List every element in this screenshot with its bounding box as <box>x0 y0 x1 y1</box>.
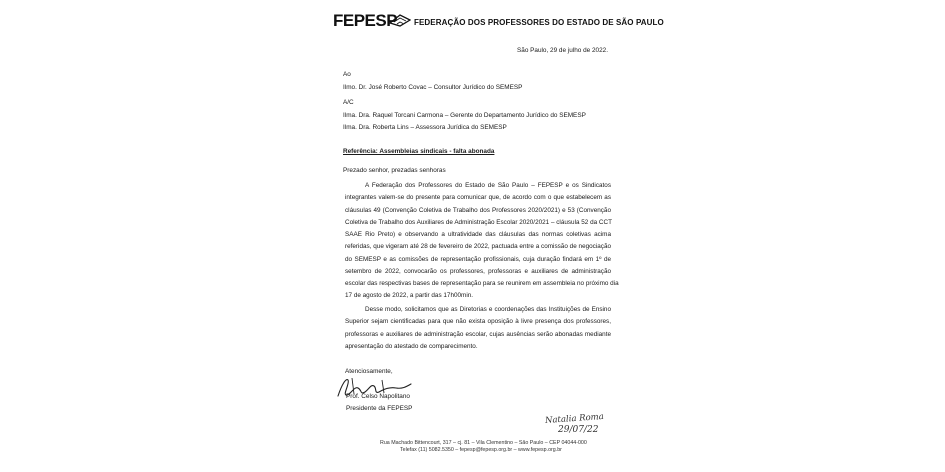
body-paragraph-2 <box>345 304 611 353</box>
logo-emblem-icon <box>389 13 411 27</box>
paragraph-line: SAAE Rio Preto) e observando a ultratividade das cláusulas das normas coletivas acima <box>345 231 611 238</box>
receipt-name-handwritten: Natalia Roma <box>544 411 605 427</box>
paragraph-line: cláusulas 49 (Convenção Coletiva de Trabalho dos Professores 2020/2021) e 53 (Convenção <box>345 206 611 214</box>
paragraph-line: Desse modo, solicitamos que as Diretorias e coordenações das Instituições de Ensino <box>365 306 611 313</box>
paragraph-line: professoras e auxiliares de administração escolar, cujas ausências serão abonadas mediante <box>345 330 611 338</box>
letter-date: São Paulo, 29 de julho de 2022. <box>517 47 608 54</box>
paragraph-line: 17 de agosto de 2022, a partir das 17h00min. <box>345 292 474 300</box>
body-paragraph-1 <box>345 180 619 303</box>
reference-line: Referência: Assembleias sindicais - falta abonada <box>343 148 495 155</box>
paragraph-line: apresentação do atestado de comparecimento. <box>345 342 478 350</box>
paragraph-line: A Federação dos Professores do Estado de São Paulo – FEPESP e os Sindicatos <box>365 182 611 189</box>
to-label: Ao <box>343 71 351 78</box>
paragraph-line: do SEMESP e as comissões de representação profissionais, cuja duração findará em 1º de <box>345 255 611 263</box>
paragraph-line: referidas, que vigeram até 28 de fevereiro de 2022, pactuada entre a comissão de negociação <box>345 243 611 251</box>
footer-contact: Telefax (11) 5082.5350 – fepesp@fepesp.org.br – www.fepesp.org.br <box>400 447 562 453</box>
cc-recipient-1: Ilma. Dra. Raquel Torcani Carmona – Gerente do Departamento Jurídico do SEMESP <box>343 112 586 119</box>
cc-recipient-2: Ilma. Dra. Roberta Lins – Assessora Jurídica do SEMESP <box>343 124 507 131</box>
signer-title: Presidente da FEPESP <box>346 405 413 412</box>
paragraph-line: Superior sejam cientificadas para que não exista oposição à livre presença dos professores, <box>345 318 611 326</box>
logo-text: FEPESP <box>333 11 398 30</box>
paragraph-line: setembro de 2022, convocarão os professores, professoras e auxiliares de administração <box>345 267 611 275</box>
logo <box>333 11 397 31</box>
paragraph-line: escolar das respectivas bases de representação para se reunirem em assembleia no próximo dia <box>345 280 619 287</box>
paragraph-line: integrantes valem-se do presente para comunicar que, de acordo com o que estabelecem as <box>345 194 611 202</box>
footer-address: Rua Machado Bittencourt, 317 – cj. 81 – Vila Clementino – São Paulo – CEP 04044-000 <box>380 440 587 446</box>
cc-label: A/C <box>343 99 354 106</box>
closing: Atenciosamente, <box>345 368 393 375</box>
salutation: Prezado senhor, prezadas senhoras <box>343 167 446 174</box>
federation-title: FEDERAÇÃO DOS PROFESSORES DO ESTADO DE SÃO PAULO <box>414 18 664 27</box>
paragraph-line: Coletiva de Trabalho dos Auxiliares de Administração Escolar 2020/2021 – cláusula 52 da CCT <box>345 218 612 226</box>
signer-name: Prof. Celso Napolitano <box>346 393 410 400</box>
receipt-date-handwritten: 29/07/22 <box>558 425 599 435</box>
to-name: Ilmo. Dr. José Roberto Covac – Consultor Jurídico do SEMESP <box>343 84 523 91</box>
